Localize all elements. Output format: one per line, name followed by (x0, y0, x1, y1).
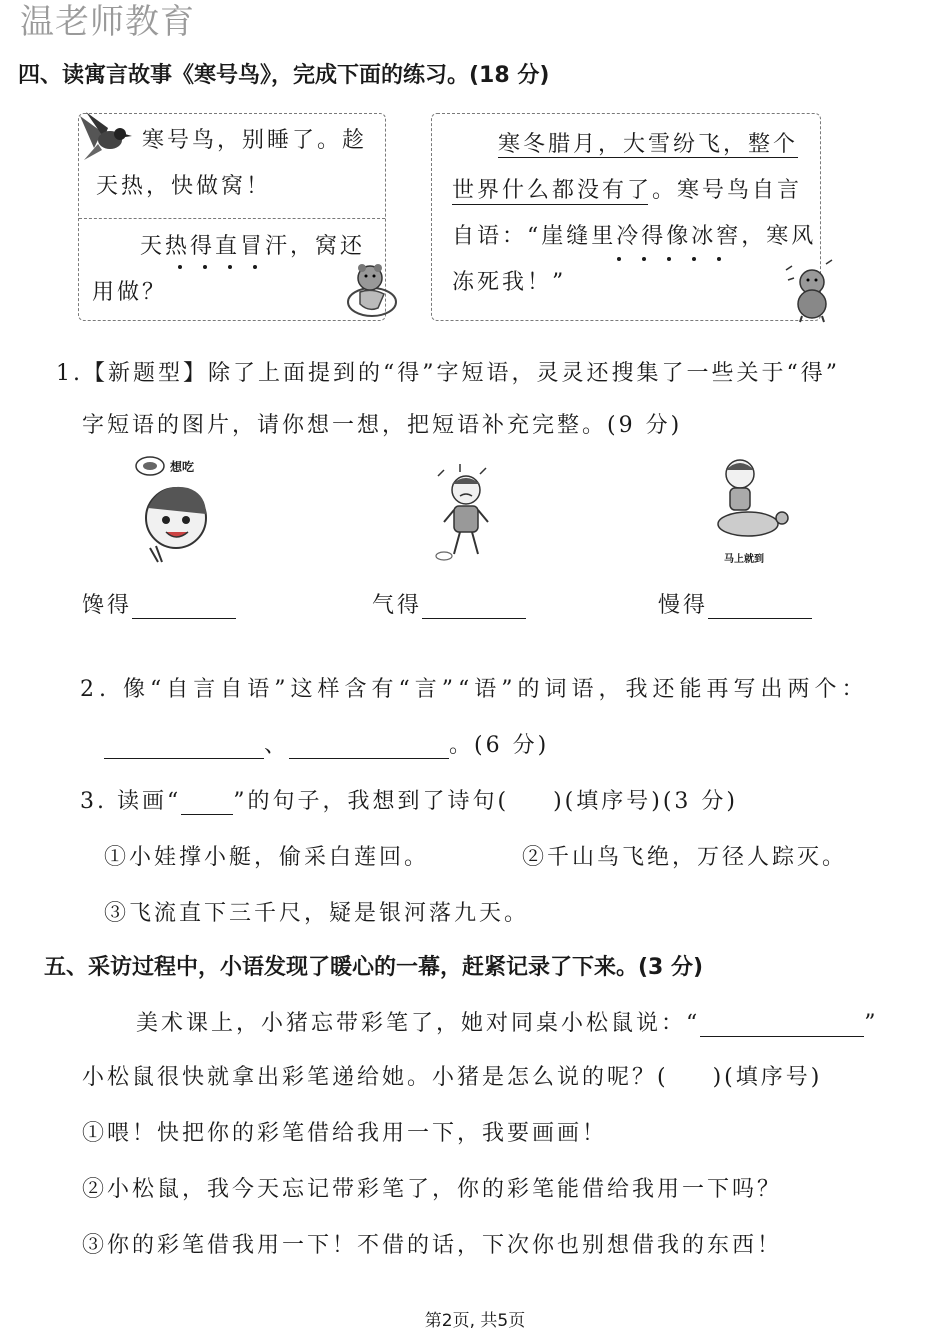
fill-label-1: 馋得 (82, 588, 236, 619)
panel-left-line2: 天热，快做窝！ (96, 174, 272, 199)
fill-label-2: 气得 (372, 588, 526, 619)
q2-line1: 2. 像“自言自语”这样含有“言”“语”的词语，我还能再写出两个： (80, 677, 869, 702)
s5-line2: 小松鼠很快就拿出彩笔递给她。小猪是怎么说的呢？( )(填序号) (82, 1065, 823, 1090)
shivering-bird-illustration (782, 258, 838, 328)
panel-divider (79, 218, 385, 219)
panel-right-line1 (498, 122, 798, 168)
section5-title: 五、采访过程中，小语发现了暖心的一幕，赶紧记录了下来。(3 分) (44, 955, 704, 980)
answer-blank-3[interactable] (708, 594, 812, 619)
bear-illustration (338, 258, 402, 326)
underlined-sentence-part1: 寒冬腊月，大雪纷飞，整个 (498, 132, 799, 157)
panel-left-line1: 寒号鸟，别睡了。趁 (142, 128, 368, 153)
page-number: 第2页, 共5页 (424, 1311, 526, 1331)
s5-option-2: ②小松鼠，我今天忘记带彩笔了，你的彩笔能借给我用一下吗？ (82, 1177, 783, 1202)
panel-left-line4: 用做？ (92, 280, 168, 305)
q2-line2: 、 。(6 分) (104, 728, 549, 759)
pic1-caption: 想吃 (170, 460, 195, 474)
bird-illustration (74, 108, 136, 170)
answer-blank-2[interactable] (422, 594, 526, 619)
panel-right-line2: 世界什么都没有了。寒号鸟自言 (452, 178, 803, 203)
child-on-turtle-illustration (708, 454, 790, 554)
q3-option-3: ③飞流直下三千尺，疑是银河落九天。 (104, 901, 530, 926)
panel-left-line3: 天热得直冒汗，窝还 (140, 234, 366, 259)
q3-option-2: ②千山鸟飞绝，万径人踪灭。 (522, 845, 848, 870)
q1-line1: 1.【新题型】除了上面提到的“得”字短语，灵灵还搜集了一些关于“得” (56, 361, 840, 386)
s5-line1: 美术课上，小猪忘带彩笔了，她对同桌小松鼠说：“ ” (136, 1011, 879, 1036)
s5-option-1: ①喂！快把你的彩笔借给我用一下，我要画画！ (82, 1121, 608, 1146)
watermark: 温老师教育 (20, 2, 195, 42)
answer-blank-1[interactable] (132, 594, 236, 619)
q2-answer-blank-1[interactable] (104, 734, 264, 759)
fill-label-3: 慢得 (658, 588, 812, 619)
q3-line: 3. 读画“ ”的句子，我想到了诗句( )(填序号)(3 分) (80, 789, 738, 814)
pic3-caption: 马上就到 (724, 554, 764, 565)
underline-part2 (452, 204, 648, 205)
angry-child-illustration (430, 460, 502, 568)
s5-answer-blank[interactable] (700, 1012, 864, 1037)
q2-answer-blank-2[interactable] (289, 734, 449, 759)
q1-line2: 字短语的图片，请你想一想，把短语补充完整。(9 分) (82, 413, 683, 438)
panel-right-line4: 冻死我！” (452, 270, 567, 295)
q3-underline-sample (181, 790, 233, 815)
s5-option-3: ③你的彩笔借我用一下！不借的话，下次你也别想借我的东西！ (82, 1233, 783, 1258)
section4-title: 四、读寓言故事《寒号鸟》，完成下面的练习。(18 分) (18, 63, 550, 88)
panel-right-line3: 自语：“崖缝里冷得像冰窖，寒风 (452, 224, 817, 249)
q3-option-1: ①小娃撑小艇，偷采白莲回。 (104, 845, 430, 870)
